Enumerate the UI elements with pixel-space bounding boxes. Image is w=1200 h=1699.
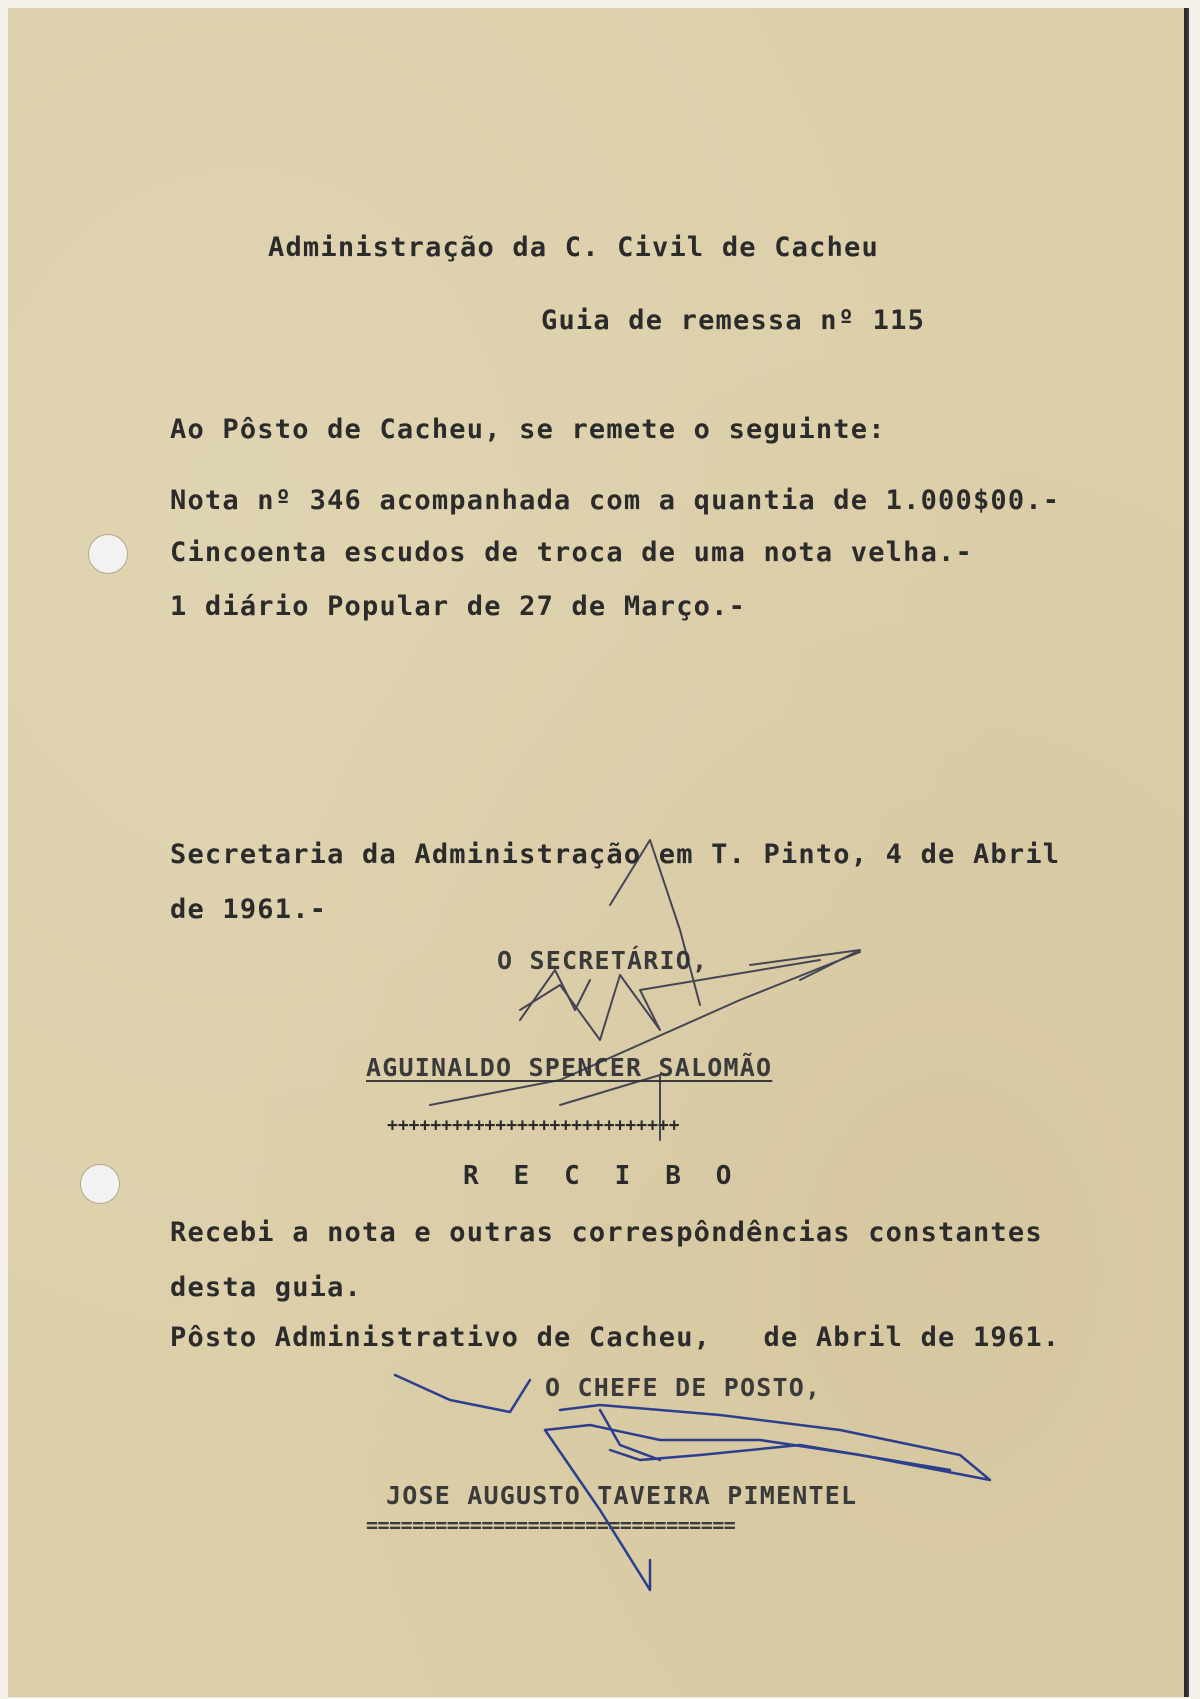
receipt-heading: R E C I B O: [463, 1161, 733, 1191]
punch-hole-upper: [88, 534, 128, 574]
receipt-line-2: desta guia.: [170, 1272, 363, 1303]
punch-hole-lower: [80, 1164, 120, 1204]
dispatch-place-date-1: Secretaria da Administração em T. Pinto, 4 de Abril: [170, 839, 1061, 870]
administration-heading: Administração da C. Civil de Cacheu: [268, 232, 879, 263]
item-line-2: Cincoenta escudos de troca de uma nota velha.-: [170, 537, 973, 568]
item-line-1: Nota nº 346 acompanhada com a quantia de 1.000$00.-: [170, 485, 1061, 516]
receipt-line-1: Recebi a nota e outras correspôndências constantes: [170, 1217, 1043, 1248]
guide-number: Guia de remessa nº 115: [541, 305, 926, 336]
dispatch-place-date-2: de 1961.-: [170, 894, 328, 925]
receipt-place-date: Pôsto Administrativo de Cacheu, de Abril de 1961.: [170, 1322, 1061, 1353]
chief-title: O CHEFE DE POSTO,: [545, 1373, 822, 1402]
separator-line: +++++++++++++++++++++++++++: [387, 1115, 680, 1136]
chief-name: JOSE AUGUSTO TAVEIRA PIMENTEL: [386, 1481, 858, 1510]
intro-line: Ao Pôsto de Cacheu, se remete o seguinte:: [170, 414, 886, 445]
secretary-name: AGUINALDO SPENCER SALOMÃO: [366, 1053, 773, 1082]
secretary-title: O SECRETÁRIO,: [497, 946, 709, 975]
double-rule: ================================: [366, 1513, 736, 1537]
item-line-3: 1 diário Popular de 27 de Março.-: [170, 591, 747, 622]
